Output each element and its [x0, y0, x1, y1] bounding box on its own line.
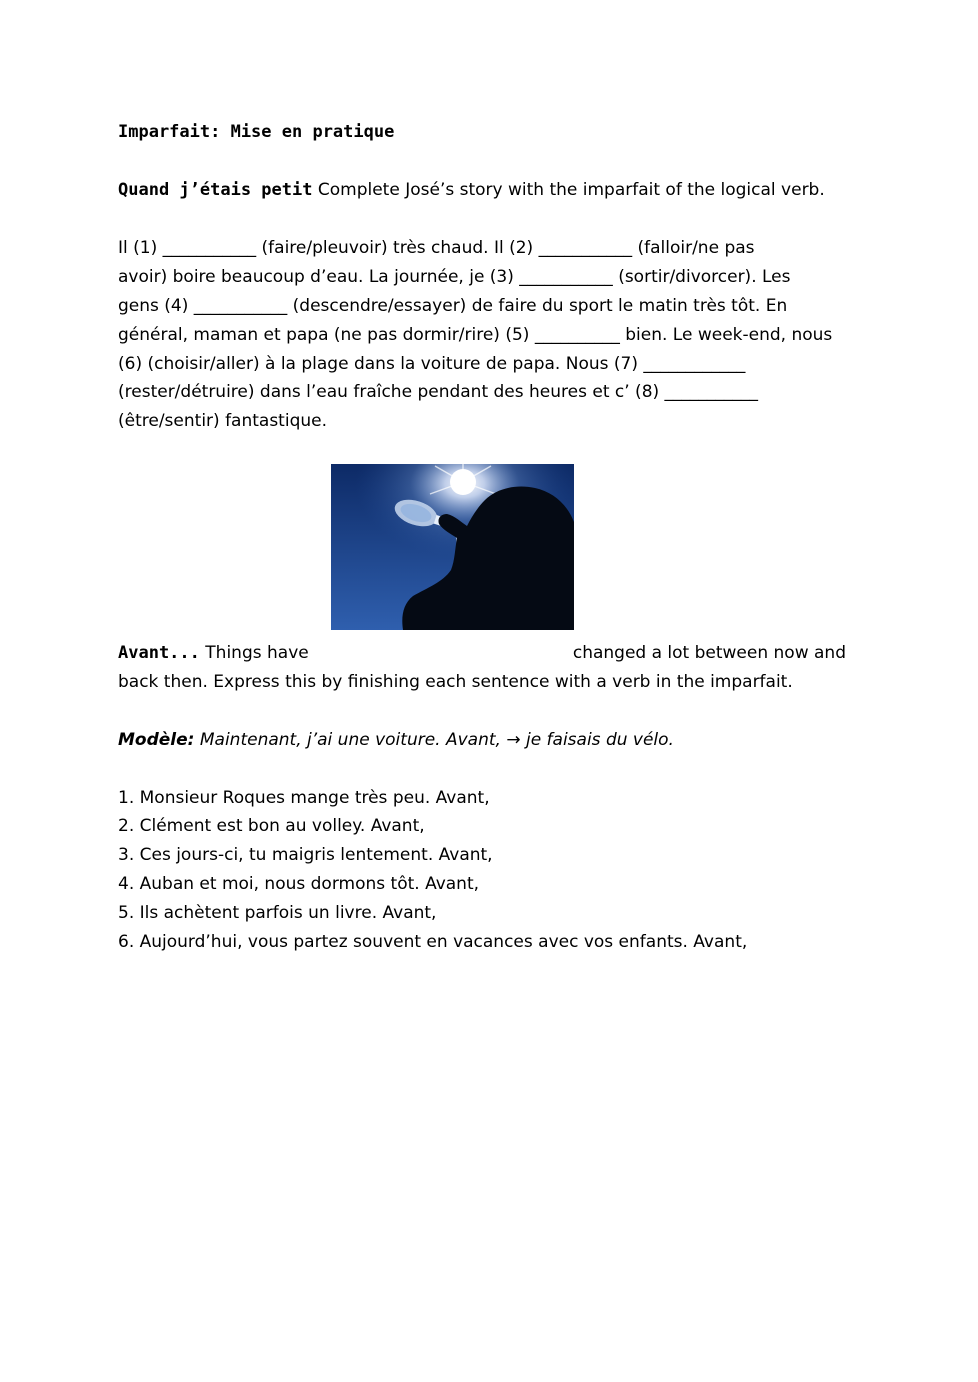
section1-intro: [118, 180, 825, 200]
exercise-item-3: 3. Ces jours-ci, tu maigris lentement. Avant,: [118, 845, 493, 865]
exercise-item-1: 1. Monsieur Roques mange très peu. Avant,: [118, 788, 490, 808]
exercise-item-5: 5. Ils achètent parfois un livre. Avant,: [118, 903, 437, 923]
worksheet-title: Imparfait: Mise en pratique: [118, 122, 395, 142]
model-example: [118, 730, 674, 750]
story-line-3: gens (4) ___________ (descendre/essayer) de faire du sport le matin très tôt. En: [118, 296, 788, 316]
photo-illustration: [331, 464, 574, 630]
section1-instruction: Complete José’s story with the imparfait of the logical verb.: [317, 180, 825, 200]
section2-instruction-line2: back then. Express this by finishing each sentence with a verb in the imparfait.: [118, 672, 793, 692]
story-line-1: Il (1) ___________ (faire/pleuvoir) très chaud. Il (2) ___________ (falloir/ne pas: [118, 238, 755, 258]
story-line-2: avoir) boire beaucoup d’eau. La journée, je (3) ___________ (sortir/divorcer). Les: [118, 267, 791, 287]
section2-instruction-end: changed a lot between now and: [572, 643, 846, 663]
person-drinking-water-photo: [331, 464, 574, 630]
model-text: Maintenant, j’ai une voiture. Avant, → je faisais du vélo.: [199, 730, 674, 750]
story-line-4: général, maman et papa (ne pas dormir/rire) (5) __________ bien. Le week-end, nous: [118, 325, 833, 345]
section1-heading: Quand j’étais petit: [118, 180, 313, 200]
story-line-5: (6) (choisir/aller) à la plage dans la voiture de papa. Nous (7) ____________: [118, 354, 746, 374]
section2-intro: [118, 643, 846, 663]
model-label: Modèle:: [118, 730, 195, 750]
section2-intro-left: [118, 643, 309, 663]
exercise-item-6: 6. Aujourd’hui, vous partez souvent en vacances avec vos enfants. Avant,: [118, 932, 748, 952]
section2-heading: Avant...: [118, 643, 200, 663]
exercise-item-4: 4. Auban et moi, nous dormons tôt. Avant,: [118, 874, 480, 894]
story-line-6: (rester/détruire) dans l’eau fraîche pendant des heures et c’ (8) ___________: [118, 382, 759, 402]
section2-instruction-start: Things have: [205, 643, 309, 663]
exercise-item-2: 2. Clément est bon au volley. Avant,: [118, 816, 425, 836]
story-line-7: (être/sentir) fantastique.: [118, 411, 327, 431]
